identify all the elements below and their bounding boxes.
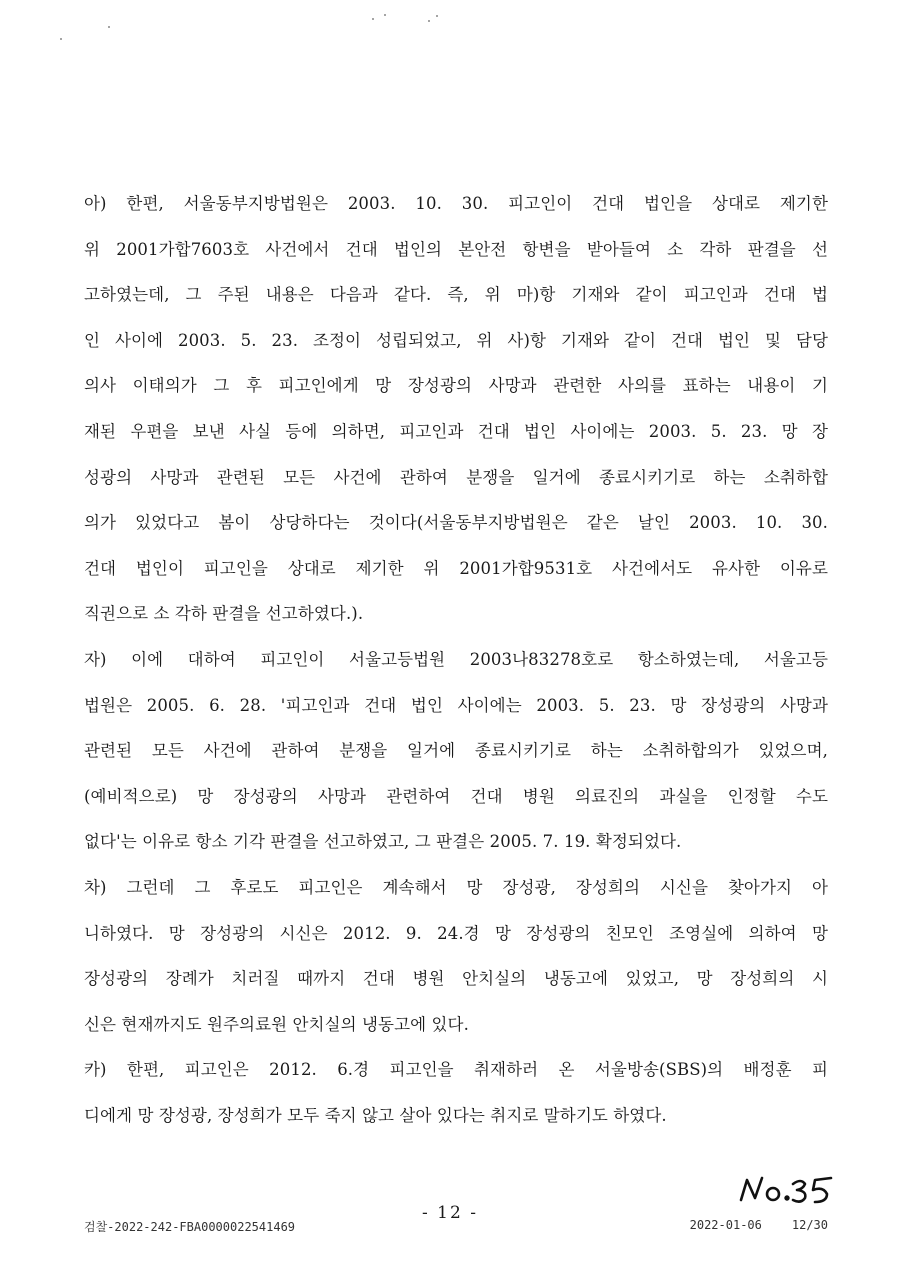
text-line: 성광의 사망과 관련된 모든 사건에 관하여 분쟁을 일거에 종료시키기로 하는 소취하합 [84,467,828,487]
text-line: (예비적으로) 망 장성광의 사망과 관련하여 건대 병원 의료진의 과실을 인정할 수도 [84,786,828,806]
text-line: 장성광의 장례가 치러질 때까지 건대 병원 안치실의 냉동고에 있었고, 망 장성희의 시 [84,969,828,989]
text-line: 재된 우편을 보낸 사실 등에 의하면, 피고인과 건대 법인 사이에는 2003. 5. 23. 망 장 [84,421,828,441]
paragraph-ja [84,637,828,865]
text-line: 아) 한편, 서울동부지방법원은 2003. 10. 30. 피고인이 건대 법인을 상대로 제기한 [84,194,828,213]
text-line: 의가 있었다고 봄이 상당하다는 것이다(서울동부지방법원은 같은 날인 2003. 10. 30. [84,513,828,533]
text-line: 신은 현재까지도 원주의료원 안치실의 냉동고에 있다. [84,1014,469,1034]
text-line: 고하였는데, 그 주된 내용은 다음과 같다. 즉, 위 마)항 기재와 같이 피고인과 건대 법 [84,285,828,305]
text-line: 카) 한편, 피고인은 2012. 6.경 피고인을 취재하러 온 서울방송(SBS)의 배정훈 피 [84,1060,828,1080]
page-number: - 12 - [422,1203,478,1223]
footer-document-id: 검찰-2022-242-FBA0000022541469 [84,1220,296,1234]
scan-speck [436,15,438,17]
text-line: 차) 그런데 그 후로도 피고인은 계속해서 망 장성광, 장성희의 시신을 찾아가지 아 [84,877,828,897]
text-line: 없다'는 이유로 항소 기각 판결을 선고하였고, 그 판결은 2005. 7. 19. 확정되었다. [84,832,682,852]
footer-date: 2022-01-06 [689,1218,762,1232]
scan-speck [372,18,374,20]
scan-speck [60,38,62,40]
paragraph-ah [84,181,828,637]
text-line: 니하였다. 망 장성광의 시신은 2012. 9. 24.경 망 장성광의 친모인 조영실에 의하여 망 [84,923,828,943]
text-line: 자) 이에 대하여 피고인이 서울고등법원 2003나83278호로 항소하였는데, 서울고등 [84,649,828,669]
footer-meta [690,1218,828,1232]
text-line: 위 2001가합7603호 사건에서 건대 법인의 본안전 항변을 받아들여 소 각하 판결을 선 [84,239,828,259]
scan-speck [384,14,386,16]
text-line: 건대 법인이 피고인을 상대로 제기한 위 2001가합9531호 사건에서도 유사한 이유로 [84,558,828,578]
text-line: 관련된 모든 사건에 관하여 분쟁을 일거에 종료시키기로 하는 소취하합의가 있었으며, [84,741,828,761]
text-line: 직권으로 소 각하 판결을 선고하였다.). [84,604,364,624]
paragraph-ka [84,1047,828,1138]
text-line: 인 사이에 2003. 5. 23. 조정이 성립되었고, 위 사)항 기재와 같이 건대 법인 및 담당 [84,330,828,350]
footer-page-count: 12/30 [791,1218,828,1232]
text-line: 법원은 2005. 6. 28. '피고인과 건대 법인 사이에는 2003. 5. 23. 망 장성광의 사망과 [84,695,828,715]
scan-speck [108,26,110,28]
paragraph-cha [84,865,828,1047]
document-body [84,181,828,1138]
scan-speck [428,20,430,22]
text-line: 디에게 망 장성광, 장성희가 모두 죽지 않고 살아 있다는 취지로 말하기도 하였다. [84,1105,667,1125]
text-line: 의사 이태의가 그 후 피고인에게 망 장성광의 사망과 관련한 사의를 표하는 내용이 기 [84,376,828,396]
